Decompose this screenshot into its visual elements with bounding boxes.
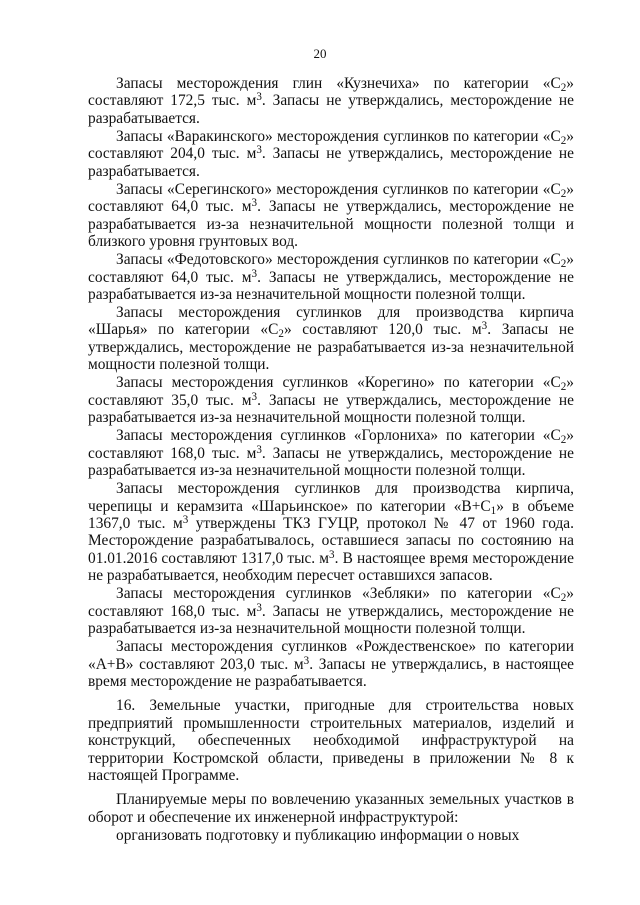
paragraph-text: Запасы месторождения суглинков для производства кирпича, черепицы и керамзита «Шарьинское» по категории «В+С <box>88 480 574 515</box>
paragraph-text: » составляют 64,0 тыс. м <box>88 251 574 286</box>
paragraph-text: Запасы месторождения суглинков «Корегино» по категории «С <box>116 374 561 392</box>
paragraph <box>88 697 574 784</box>
paragraph-text: Запасы «Федотовского» месторождения суглинков по категории «С <box>116 251 561 269</box>
paragraph-text: Запасы «Серегинского» месторождения суглинков по категории «С <box>116 180 561 198</box>
paragraph <box>88 374 574 426</box>
paragraph-text: . Запасы не утверждались, месторождение не разрабатывается. <box>88 92 574 127</box>
document-body <box>88 75 574 845</box>
paragraph <box>88 427 574 479</box>
paragraph <box>88 181 574 251</box>
paragraph <box>88 304 574 374</box>
paragraph-text: Запасы месторождения суглинков для производства кирпича «Шарья» по категории «С <box>88 304 574 339</box>
paragraph <box>88 791 574 826</box>
paragraph-text: . Запасы не утверждались, месторождение не разрабатывается из-за незначительной мощности полезной толщи. <box>88 444 574 480</box>
paragraph-text: . Запасы не утверждались, в настоящее время месторождение не разрабатывается. <box>88 655 574 690</box>
paragraph-text: Запасы месторождения суглинков «Зебляки» по категории «С <box>116 585 561 603</box>
paragraph-text: » составляют 168,0 тыс. м <box>88 427 574 462</box>
superscript: 3 <box>251 390 258 403</box>
subscript: 2 <box>560 81 567 94</box>
paragraph <box>88 480 574 584</box>
superscript: 3 <box>182 513 189 526</box>
subscript: 2 <box>560 257 567 270</box>
paragraph-text: Планируемые меры по вовлечению указанных земельных участков в оборот и обеспечение их инженерной инфраструктурой: <box>88 791 574 826</box>
paragraph-text: организовать подготовку и публикацию информации о новых <box>116 826 520 844</box>
paragraph-text: » составляют 35,0 тыс. м <box>88 374 574 409</box>
superscript: 3 <box>256 443 262 456</box>
superscript: 3 <box>329 548 335 561</box>
paragraph <box>88 75 574 127</box>
subscript: 2 <box>278 328 284 341</box>
paragraph-text: Запасы месторождения глин «Кузнечиха» по категории «С <box>116 75 561 92</box>
subscript: 2 <box>560 134 567 147</box>
paragraph-text: » составляют 64,0 тыс. м <box>88 180 574 216</box>
paragraph-text: . Запасы не утверждались, месторождение не разрабатывается из-за незначительной мощности полезной толщи и близкого уровня грунтовых вод. <box>88 198 575 251</box>
paragraph-text: утверждены ТКЗ ГУЦР, протокол № 47 от 1960 года. Месторождение разрабатывалось, оставшиеся запасы по состоянию на 01.01.2016 составляют 1317,0 тыс. м <box>88 514 574 567</box>
paragraph-text: » составляют 120,0 тыс. м <box>283 321 482 339</box>
superscript: 3 <box>251 197 258 210</box>
subscript: 1 <box>490 504 497 517</box>
superscript: 3 <box>256 144 262 157</box>
paragraph-text: . Запасы не утверждались, месторождение не разрабатывается. <box>88 145 574 180</box>
subscript: 2 <box>560 381 567 394</box>
paragraph-text: . Запасы не утверждались, месторождение не разрабатывается из-за незначительной мощности полезной толщи. <box>88 391 575 427</box>
paragraph-text: » в объеме 1367,0 тыс. м <box>88 497 574 532</box>
paragraph <box>88 251 574 303</box>
subscript: 2 <box>560 187 567 200</box>
paragraph <box>88 585 574 637</box>
subscript: 2 <box>560 592 567 605</box>
superscript: 3 <box>303 654 310 667</box>
paragraph-text: . Запасы не утверждались, месторождение не разрабатывается из-за незначительной мощности полезной толщи. <box>88 602 574 638</box>
page-number: 20 <box>313 46 327 61</box>
subscript: 2 <box>560 434 567 447</box>
superscript: 3 <box>251 267 258 280</box>
paragraph-text: 16. Земельные участки, пригодные для строительства новых предприятий промышленности строительных материалов, изделий и конструкций, обеспеченных необходимой инфраструктурой на территории Костромской области, приведены в приложении № 8 к настоящей Программе. <box>88 697 574 785</box>
paragraph-text: . Запасы не утверждались, месторождение не разрабатывается из-за незначительной мощности полезной толщи. <box>88 268 575 303</box>
superscript: 3 <box>256 601 262 614</box>
paragraph-text: » составляют 168,0 тыс. м <box>88 585 574 620</box>
paragraph-text: . Запасы не утверждались, месторождение не разрабатывается из-за незначительной мощности полезной толщи. <box>88 321 574 374</box>
paragraph-text: . В настоящее время месторождение не разрабатывается, необходим пересчет оставшихся запасов. <box>88 549 574 585</box>
paragraph-text: Запасы месторождения суглинков «Рождественское» по категории «А+В» составляют 203,0 тыс. м <box>88 638 574 673</box>
paragraph-text: » составляют 204,0 тыс. м <box>88 127 574 163</box>
paragraph-text: Запасы месторождения суглинков «Горлониха» по категории «С <box>116 427 561 445</box>
paragraph <box>88 827 574 844</box>
paragraph-text: Запасы «Варакинского» месторождения суглинков по категории «С <box>116 127 561 145</box>
superscript: 3 <box>256 91 262 104</box>
paragraph <box>88 128 574 180</box>
paragraph <box>88 638 574 690</box>
superscript: 3 <box>481 320 488 333</box>
paragraph-text: » составляют 172,5 тыс. м <box>88 75 574 110</box>
